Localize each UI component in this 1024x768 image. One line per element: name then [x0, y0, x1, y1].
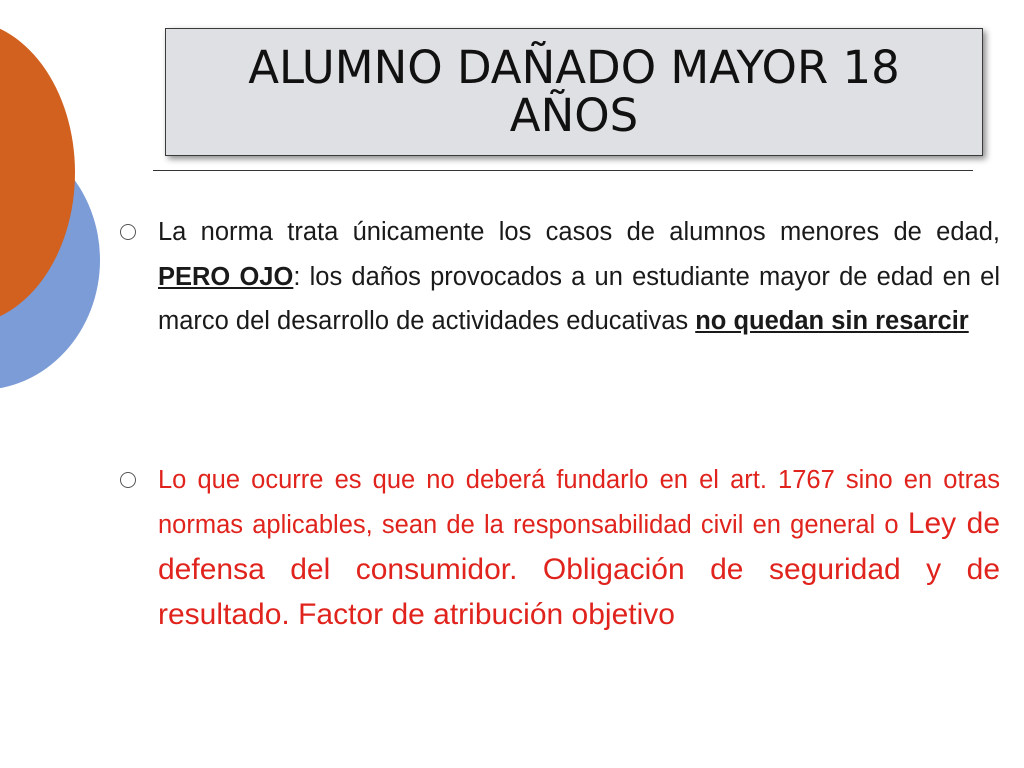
slide-title: ALUMNO DAÑADO MAYOR 18 AÑOS [248, 41, 900, 142]
title-divider [153, 170, 973, 171]
bullet-circle-icon [120, 224, 136, 240]
bullet-list [120, 210, 1000, 639]
bullet-text-middle: : los daños provocados a un estudiante mayor de edad en el marco del desarrollo de actividades educativas [158, 262, 1000, 335]
bullet-text-intro: La norma trata únicamente los casos de alumnos menores de edad, [158, 218, 1000, 246]
bullet-emphasis-pero-ojo: PERO OJO [158, 262, 294, 291]
bullet-text-intro: Lo que ocurre es que no deberá fundarlo en el art. 1767 sino en otras normas aplicables, sean de la responsabilidad civil en general o [158, 465, 1000, 539]
bullet-item-legal-basis [120, 458, 1000, 639]
bullet-text [158, 218, 1000, 335]
bullet-item-minors [120, 210, 1000, 344]
title-box [165, 28, 983, 156]
bullet-emphasis-no-quedan: no quedan sin resarcir [695, 307, 969, 335]
bullet-text-large: Ley de defensa del consumidor. Obligación de seguridad y de resultado. Factor de atribución objetivo [158, 507, 1001, 631]
bullet-circle-icon [120, 472, 136, 488]
bullet-text [158, 466, 1000, 631]
